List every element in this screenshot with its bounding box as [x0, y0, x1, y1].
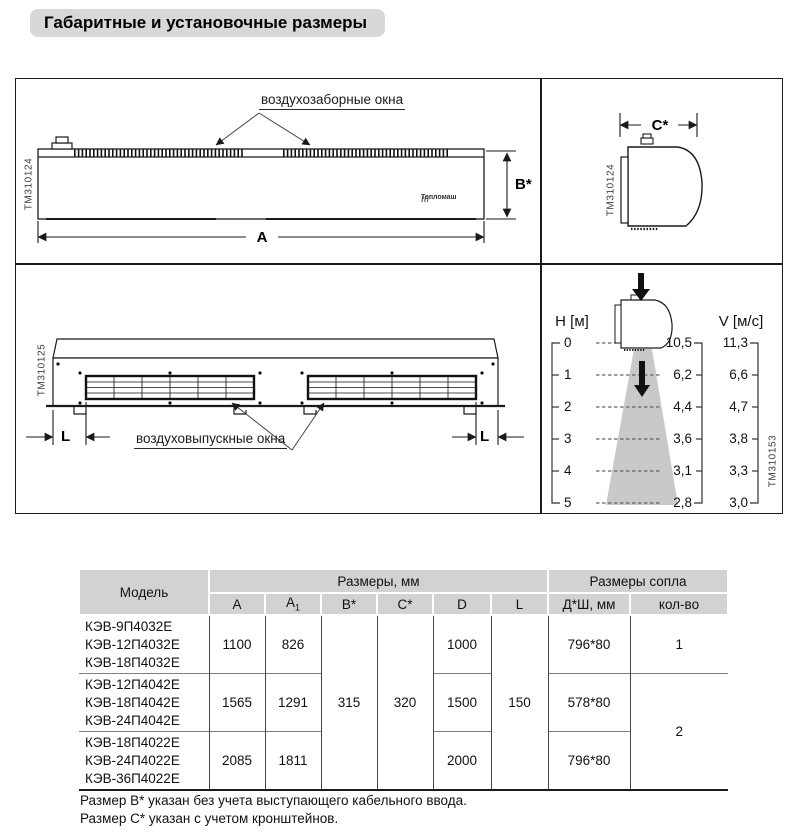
v2-axis-bracket: [750, 343, 758, 503]
h-tick: 0: [564, 335, 572, 350]
h-tick: 1: [564, 367, 572, 382]
d-cell: 2000: [433, 732, 491, 791]
l-cell-merged: 150: [491, 615, 548, 790]
col-header-l: L: [491, 593, 548, 615]
c-cell-merged: 320: [377, 615, 433, 790]
col-header-b: B*: [321, 593, 377, 615]
a-cell: 2085: [209, 732, 265, 791]
h-tick: 4: [564, 463, 572, 478]
dsh-cell: 796*80: [548, 615, 630, 674]
h-tick: 5: [564, 495, 572, 510]
air-curtain-side-outline: [621, 134, 702, 229]
drawing-code-chart: ТМ310153: [767, 434, 779, 488]
h-tick: 3: [564, 431, 572, 446]
v2-value: 3,3: [729, 463, 748, 478]
dim-a-label: A: [256, 229, 268, 246]
bottom-view-panel: [16, 265, 540, 513]
v1-value: 10,5: [665, 335, 692, 350]
note-b: Размер В* указан без учета выступающего кабельного ввода.: [80, 793, 467, 808]
col-header-a: A: [209, 593, 265, 615]
intake-windows-label: воздухозаборные окна: [259, 92, 405, 110]
qty-cell: 1: [630, 615, 728, 674]
v2-value: 6,6: [729, 367, 748, 382]
v-axis-label: V [м/с]: [718, 313, 764, 330]
d-cell: 1000: [433, 615, 491, 674]
col-header-qty: кол-во: [630, 593, 728, 615]
intake-label-leaders: [216, 113, 310, 145]
model-cell: КЭВ-18П4022Е КЭВ-24П4022Е КЭВ-36П4022Е: [79, 732, 209, 791]
brand-logo: [421, 194, 456, 201]
h-tick: 2: [564, 399, 572, 414]
a1-cell: 1291: [265, 674, 321, 732]
h-axis-label: H [м]: [555, 313, 589, 330]
h-axis-bracket: [552, 343, 560, 503]
dimension-b-lines: [486, 151, 516, 219]
drawing-code-side: ТМ310124: [605, 163, 617, 217]
dim-c-label: C*: [651, 117, 669, 134]
dimension-figure: [15, 78, 783, 514]
v1-value: 3,1: [673, 463, 692, 478]
col-header-dsh: Д*Ш, мм: [548, 593, 630, 615]
table-row: [79, 615, 728, 674]
note-c: Размер С* указан с учетом кронштейнов.: [80, 811, 339, 826]
outlet-windows-label: воздуховыпускные окна: [134, 431, 287, 449]
bottom-view-drawing: [16, 265, 540, 513]
qty-cell-merged: 2: [630, 674, 728, 791]
dimensions-table: [78, 568, 729, 791]
v1-value: 3,6: [673, 431, 692, 446]
dim-b-label: B*: [515, 176, 532, 193]
a1-cell: 826: [265, 615, 321, 674]
model-cell: КЭВ-9П4032Е КЭВ-12П4032Е КЭВ-18П4032Е: [85, 618, 180, 670]
d-cell: 1500: [433, 674, 491, 732]
v2-value: 3,0: [729, 495, 748, 510]
col-header-d: D: [433, 593, 491, 615]
drawing-code-bottom: ТМ310125: [36, 343, 48, 397]
a1-cell: 1811: [265, 732, 321, 791]
v1-axis-bracket: [694, 343, 702, 503]
model-cell: КЭВ-12П4042Е КЭВ-18П4042Е КЭВ-24П4042Е: [79, 674, 209, 732]
page-title: Габаритные и установочные размеры: [30, 9, 385, 37]
a-cell: 1565: [209, 674, 265, 732]
v1-value: 6,2: [673, 367, 692, 382]
side-view-panel: [542, 79, 782, 263]
a-cell: 1100: [209, 615, 265, 674]
dsh-cell: 796*80: [548, 732, 630, 791]
col-header-model: Модель: [79, 569, 209, 615]
v2-value: 3,8: [729, 431, 748, 446]
airflow-chart-panel: [542, 265, 782, 513]
side-view-drawing: [542, 79, 782, 263]
front-view-panel: [16, 79, 540, 263]
dim-l-left-label: L: [61, 428, 71, 445]
col-header-c: C*: [377, 593, 433, 615]
dim-l-right-label: L: [480, 428, 490, 445]
b-cell-merged: 315: [321, 615, 377, 790]
air-curtain-front-outline: [38, 149, 484, 219]
brand-name: Тепломаш: [421, 194, 457, 201]
v1-value: 4,4: [673, 399, 692, 414]
teplomash-flame-icon: [421, 194, 429, 203]
v2-value: 4,7: [729, 399, 748, 414]
col-group-nozzle: Размеры сопла: [548, 569, 728, 593]
v2-value: 11,3: [722, 335, 748, 350]
v1-value: 2,8: [673, 495, 692, 510]
col-header-a1: $A_1$: [265, 593, 321, 615]
drawing-code-front: ТМ310124: [23, 157, 35, 211]
cable-gland: [52, 137, 72, 149]
dsh-cell: 578*80: [548, 674, 630, 732]
col-group-dimensions: Размеры, мм: [209, 569, 548, 593]
